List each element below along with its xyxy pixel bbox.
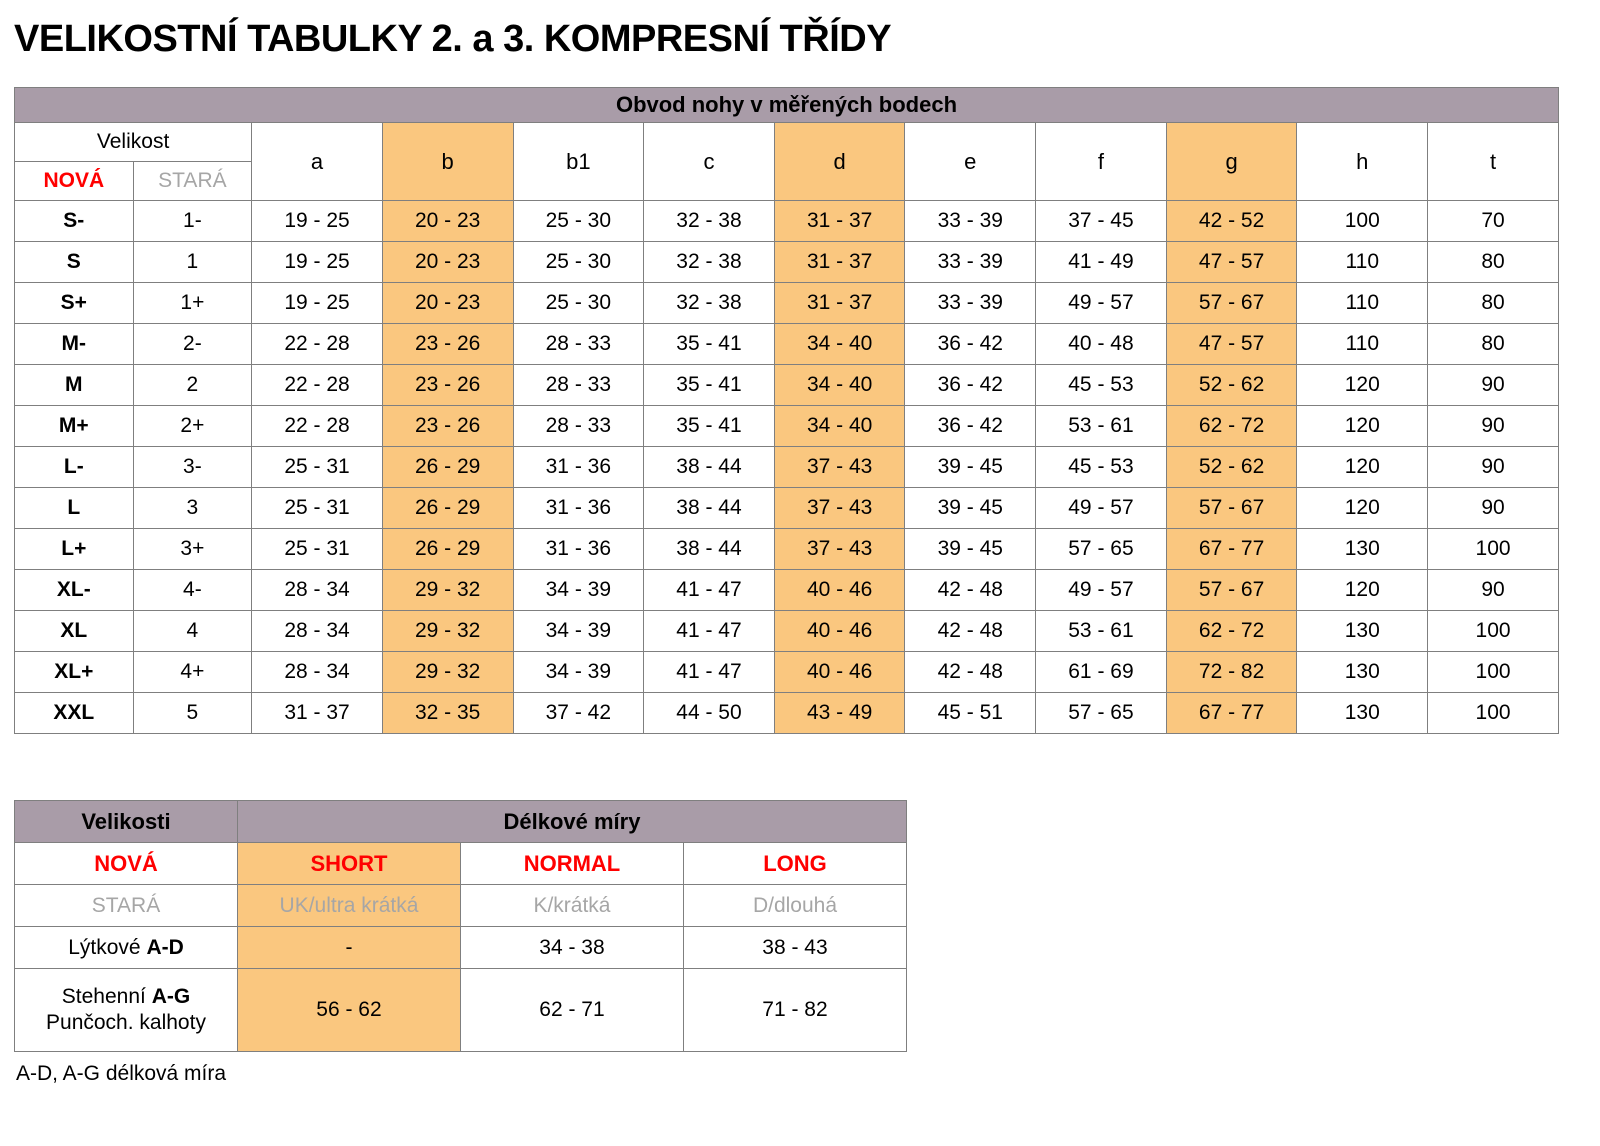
cell-b: 29 - 32 [382,611,513,652]
cell-size-new: XL+ [15,652,134,693]
cell-d: 43 - 49 [774,693,905,734]
cell-c: 41 - 47 [644,570,775,611]
table-row [15,447,1559,488]
cell-a: 19 - 25 [252,283,383,324]
row-label-thigh-line2: Punčoch. kalhoty [46,1011,206,1034]
cell-g: 47 - 57 [1166,242,1297,283]
length-short: SHORT [237,843,460,885]
cell-c: 44 - 50 [644,693,775,734]
cell-h: 120 [1297,365,1428,406]
cell-size-old: 4+ [133,652,252,693]
cell-h: 130 [1297,611,1428,652]
cell-size-new: XXL [15,693,134,734]
col-head-e: e [905,123,1036,201]
cell-h: 120 [1297,488,1428,529]
length-old-short: UK/ultra krátká [237,885,460,927]
cell-e: 45 - 51 [905,693,1036,734]
cell-a: 19 - 25 [252,201,383,242]
length-old-long: D/dlouhá [683,885,906,927]
cell-c: 41 - 47 [644,611,775,652]
cell-b1: 28 - 33 [513,406,644,447]
cell-f: 40 - 48 [1036,324,1167,365]
cell-t: 90 [1428,488,1559,529]
cell-f: 45 - 53 [1036,365,1167,406]
cell-c: 35 - 41 [644,406,775,447]
cell-b1: 31 - 36 [513,488,644,529]
length-new-label: NOVÁ [15,843,238,885]
row-label-calf-code: A-D [146,935,184,959]
cell-b: 23 - 26 [382,365,513,406]
cell-h: 130 [1297,693,1428,734]
cell-d: 40 - 46 [774,570,905,611]
cell-size-old: 4- [133,570,252,611]
cell-e: 39 - 45 [905,488,1036,529]
cell-t: 100 [1428,529,1559,570]
cell-size-new: M- [15,324,134,365]
cell-c: 35 - 41 [644,365,775,406]
length-old-normal: K/krátká [460,885,683,927]
cell-a: 25 - 31 [252,529,383,570]
cell-a: 28 - 34 [252,611,383,652]
cell-size-old: 2 [133,365,252,406]
length-table [14,800,907,1052]
cell-size-old: 1+ [133,283,252,324]
cell-a: 25 - 31 [252,447,383,488]
cell-e: 36 - 42 [905,324,1036,365]
cell-b: 29 - 32 [382,570,513,611]
cell-h: 110 [1297,283,1428,324]
table-row [15,693,1559,734]
cell-h: 130 [1297,529,1428,570]
cell-g: 42 - 52 [1166,201,1297,242]
cell-b: 26 - 29 [382,529,513,570]
col-head-d: d [774,123,905,201]
length-banner: Délkové míry [237,801,906,843]
thigh-short: 56 - 62 [237,969,460,1052]
row-label-calf-text: Lýtkové [68,935,147,959]
cell-t: 70 [1428,201,1559,242]
cell-a: 25 - 31 [252,488,383,529]
cell-size-old: 3- [133,447,252,488]
table-row [15,652,1559,693]
cell-b1: 28 - 33 [513,365,644,406]
col-head-g: g [1166,123,1297,201]
cell-e: 33 - 39 [905,242,1036,283]
cell-b1: 31 - 36 [513,529,644,570]
row-label-thigh-code: A-G [151,984,191,1008]
cell-f: 49 - 57 [1036,488,1167,529]
cell-a: 22 - 28 [252,406,383,447]
cell-d: 37 - 43 [774,447,905,488]
cell-c: 32 - 38 [644,201,775,242]
cell-size-old: 1- [133,201,252,242]
table-body [15,201,1559,734]
size-old-header: STARÁ [133,162,252,201]
cell-c: 35 - 41 [644,324,775,365]
cell-g: 52 - 62 [1166,447,1297,488]
cell-g: 67 - 77 [1166,693,1297,734]
table-row [15,242,1559,283]
circumference-table [14,87,1559,734]
col-head-h: h [1297,123,1428,201]
cell-c: 41 - 47 [644,652,775,693]
cell-size-new: S+ [15,283,134,324]
cell-h: 120 [1297,406,1428,447]
cell-c: 38 - 44 [644,447,775,488]
cell-t: 80 [1428,324,1559,365]
cell-size-old: 2- [133,324,252,365]
cell-b1: 25 - 30 [513,201,644,242]
cell-b1: 28 - 33 [513,324,644,365]
row-label-thigh-text: Stehenní [61,984,152,1008]
cell-d: 40 - 46 [774,652,905,693]
table-banner: Obvod nohy v měřených bodech [15,88,1559,123]
cell-d: 40 - 46 [774,611,905,652]
col-head-b1: b1 [513,123,644,201]
cell-g: 57 - 67 [1166,283,1297,324]
cell-h: 120 [1297,570,1428,611]
cell-c: 38 - 44 [644,529,775,570]
page-title: VELIKOSTNÍ TABULKY 2. a 3. KOMPRESNÍ TŘÍDY [14,18,892,60]
table-row [15,570,1559,611]
cell-t: 80 [1428,242,1559,283]
cell-t: 90 [1428,447,1559,488]
col-head-a: a [252,123,383,201]
cell-e: 42 - 48 [905,611,1036,652]
cell-b: 26 - 29 [382,488,513,529]
cell-a: 28 - 34 [252,570,383,611]
table-row [15,283,1559,324]
cell-size-old: 4 [133,611,252,652]
thigh-normal: 62 - 71 [460,969,683,1052]
table-row [15,611,1559,652]
cell-e: 39 - 45 [905,447,1036,488]
cell-f: 37 - 45 [1036,201,1167,242]
cell-d: 31 - 37 [774,283,905,324]
cell-f: 41 - 49 [1036,242,1167,283]
cell-e: 42 - 48 [905,652,1036,693]
cell-size-new: S [15,242,134,283]
cell-c: 32 - 38 [644,242,775,283]
cell-t: 80 [1428,283,1559,324]
row-label-thigh-line1 [15,984,237,1010]
cell-h: 110 [1297,242,1428,283]
cell-size-new: M+ [15,406,134,447]
cell-h: 120 [1297,447,1428,488]
cell-b1: 34 - 39 [513,652,644,693]
cell-size-new: S- [15,201,134,242]
cell-f: 49 - 57 [1036,283,1167,324]
cell-f: 49 - 57 [1036,570,1167,611]
col-head-t: t [1428,123,1559,201]
cell-c: 38 - 44 [644,488,775,529]
cell-b: 23 - 26 [382,406,513,447]
cell-d: 37 - 43 [774,529,905,570]
cell-b: 20 - 23 [382,283,513,324]
table-row [15,365,1559,406]
cell-g: 62 - 72 [1166,611,1297,652]
cell-h: 130 [1297,652,1428,693]
length-old-label: STARÁ [15,885,238,927]
table-row [15,201,1559,242]
cell-size-new: XL- [15,570,134,611]
cell-size-old: 3+ [133,529,252,570]
length-normal: NORMAL [460,843,683,885]
length-long: LONG [683,843,906,885]
cell-d: 31 - 37 [774,242,905,283]
table-row [15,406,1559,447]
cell-size-old: 3 [133,488,252,529]
col-head-f: f [1036,123,1167,201]
row-label-calf [15,927,238,969]
calf-short: - [237,927,460,969]
cell-a: 22 - 28 [252,324,383,365]
cell-t: 100 [1428,611,1559,652]
cell-d: 34 - 40 [774,324,905,365]
cell-a: 31 - 37 [252,693,383,734]
cell-b: 20 - 23 [382,242,513,283]
cell-g: 57 - 67 [1166,488,1297,529]
cell-g: 52 - 62 [1166,365,1297,406]
row-label-thigh [15,969,238,1052]
cell-b1: 31 - 36 [513,447,644,488]
cell-b: 29 - 32 [382,652,513,693]
col-head-c: c [644,123,775,201]
cell-e: 36 - 42 [905,406,1036,447]
footnote: A-D, A-G délková míra [16,1062,227,1085]
table-row [15,488,1559,529]
cell-size-new: XL [15,611,134,652]
cell-b1: 34 - 39 [513,570,644,611]
cell-size-old: 1 [133,242,252,283]
cell-t: 100 [1428,652,1559,693]
cell-f: 53 - 61 [1036,406,1167,447]
cell-g: 47 - 57 [1166,324,1297,365]
cell-e: 33 - 39 [905,283,1036,324]
cell-size-new: L- [15,447,134,488]
cell-a: 19 - 25 [252,242,383,283]
cell-h: 100 [1297,201,1428,242]
cell-e: 36 - 42 [905,365,1036,406]
cell-b: 26 - 29 [382,447,513,488]
cell-b1: 25 - 30 [513,242,644,283]
cell-h: 110 [1297,324,1428,365]
cell-size-new: M [15,365,134,406]
cell-t: 90 [1428,406,1559,447]
table-row [15,324,1559,365]
cell-a: 22 - 28 [252,365,383,406]
cell-d: 37 - 43 [774,488,905,529]
cell-b1: 37 - 42 [513,693,644,734]
cell-b1: 25 - 30 [513,283,644,324]
col-head-b: b [382,123,513,201]
cell-c: 32 - 38 [644,283,775,324]
calf-normal: 34 - 38 [460,927,683,969]
cell-b: 32 - 35 [382,693,513,734]
cell-f: 53 - 61 [1036,611,1167,652]
cell-b: 23 - 26 [382,324,513,365]
cell-f: 61 - 69 [1036,652,1167,693]
cell-size-new: L [15,488,134,529]
cell-t: 100 [1428,693,1559,734]
cell-t: 90 [1428,365,1559,406]
calf-long: 38 - 43 [683,927,906,969]
length-head-left: Velikosti [15,801,238,843]
cell-b: 20 - 23 [382,201,513,242]
cell-f: 57 - 65 [1036,693,1167,734]
cell-g: 62 - 72 [1166,406,1297,447]
cell-size-old: 5 [133,693,252,734]
cell-a: 28 - 34 [252,652,383,693]
cell-d: 31 - 37 [774,201,905,242]
thigh-long: 71 - 82 [683,969,906,1052]
cell-f: 45 - 53 [1036,447,1167,488]
cell-g: 72 - 82 [1166,652,1297,693]
cell-d: 34 - 40 [774,406,905,447]
cell-t: 90 [1428,570,1559,611]
cell-e: 33 - 39 [905,201,1036,242]
cell-e: 39 - 45 [905,529,1036,570]
cell-size-new: L+ [15,529,134,570]
size-new-header: NOVÁ [15,162,134,201]
cell-b1: 34 - 39 [513,611,644,652]
table-row [15,529,1559,570]
cell-g: 67 - 77 [1166,529,1297,570]
cell-e: 42 - 48 [905,570,1036,611]
cell-f: 57 - 65 [1036,529,1167,570]
cell-size-old: 2+ [133,406,252,447]
cell-d: 34 - 40 [774,365,905,406]
cell-g: 57 - 67 [1166,570,1297,611]
size-header: Velikost [15,123,252,162]
